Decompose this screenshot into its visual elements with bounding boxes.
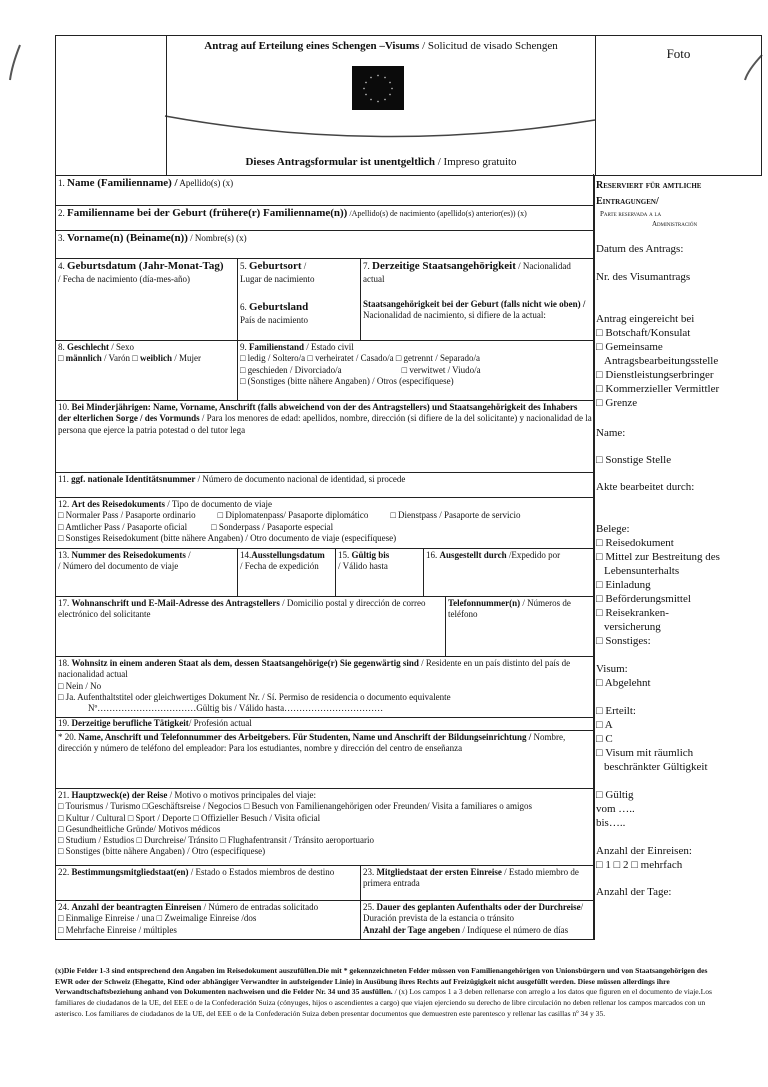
field-21-purpose[interactable]: 21. Hauptzweck(e) der Reise / Motivo o motivos principales del viaje: □ Tourismus / Turismo □Geschäftsreise / Negocios □ Besuch von Familienangehörigen oder Freunden/ Visita a familiares o amigos □ Kultur / Cultural □ Sport / Deporte □ Offizieller Besuch / Visita oficial □ Gesundheitliche Gründe/ Motivos médicos □ Studium / Estudios □ Durchreise/ Tránsito □ Flughafentransit / Tránsito aeroportuario □ Sonstiges (bitte nähere Angaben) / Otro (especifíquese) <box>55 788 595 866</box>
field-2-birth-name[interactable]: 2. Familienname bei der Geburt (frühere(r) Familienname(n)) /Apellido(s) de nacimiento (apellido(s) anterior(es)) (x) <box>55 205 595 231</box>
free-notice: Dieses Antragsformular ist unentgeltlich / Impreso gratuito <box>245 156 517 168</box>
official-checkbox-item[interactable]: □ Sonstiges: <box>596 635 651 647</box>
official-label: Lebensunterhalts <box>604 565 680 577</box>
field-17-phone[interactable]: Telefonnummer(n) / Números de teléfono <box>445 596 595 657</box>
svg-text:*: * <box>390 88 394 93</box>
official-checkbox-item[interactable]: □ A <box>596 719 613 731</box>
field-9-civil-status[interactable]: 9. Familienstand / Estado civil □ ledig / Soltero/a □ verheiratet / Casado/a □ getrennt / Separado/a □ geschieden / Divorciado/a □ verwitwet / Viudo/a □ (Sonstiges (bitte nähere Angaben) / Otros (especifíquese) <box>237 340 595 401</box>
svg-text:*: * <box>376 75 380 80</box>
svg-text:*: * <box>383 77 387 82</box>
svg-text:*: * <box>388 94 392 99</box>
official-checkbox-item[interactable]: □ Erteilt: <box>596 705 636 717</box>
official-checkbox-item[interactable]: □ 1 □ 2 □ mehrfach <box>596 859 683 871</box>
official-label: Administración <box>652 220 698 228</box>
field-3-first-names[interactable]: 3. Vorname(n) (Beiname(n)) / Nombre(s) (x) <box>55 230 595 259</box>
official-label: Anzahl der Einreisen: <box>596 845 692 857</box>
field-5-6-birthplace[interactable]: 5. Geburtsort / Lugar de nacimiento 6. Geburtsland País de nacimiento <box>237 258 361 341</box>
official-checkbox-item[interactable]: □ Einladung <box>596 579 651 591</box>
photo-label: Foto <box>666 46 691 61</box>
eu-flag-icon <box>352 66 404 110</box>
field-25-duration[interactable]: 25. Dauer des geplanten Aufenthalts oder der Durchreise/ Duración prevista de la estancia o tránsito Anzahl der Tage angeben / Indíquese el número de días <box>360 900 595 940</box>
official-label: Akte bearbeitet durch: <box>596 481 695 493</box>
field-17-address[interactable]: 17. Wohnanschrift und E-Mail-Adresse des Antragstellers / Domicilio postal y dirección de correo electrónico del solicitante <box>55 596 446 657</box>
official-checkbox-item[interactable]: □ Dienstleistungserbringer <box>596 369 714 381</box>
official-checkbox-item[interactable]: □ Kommerzieller Vermittler <box>596 383 720 395</box>
field-24-entries[interactable]: 24. Anzahl der beantragten Einreisen / Número de entradas solicitado □ Einmalige Einreise / una □ Zweimalige Einreise /dos □ Mehrfache Einreise / múltiples <box>55 900 361 940</box>
svg-text:*: * <box>369 77 373 82</box>
official-checkbox-item[interactable]: □ Sonstige Stelle <box>596 454 672 466</box>
official-label: Reserviert für amtliche <box>596 180 702 191</box>
official-checkbox-item[interactable]: □ Gemeinsame <box>596 341 663 353</box>
svg-text:*: * <box>364 82 368 87</box>
official-label: Parte reservada a la <box>600 210 662 218</box>
footnote: (x)Die Felder 1-3 sind entsprechend den Angaben im Reisedokument auszufüllen.Die mit * gekennzeichneten Felder müssen von Familienangehörigen von Unionsbürgern und von Staatsangehörigen des EWR oder der Schweiz (Ehegatte, Kind oder abhängiger Verwandter in aufsteigender Linie) in Ausübung ihres Rechts auf Freizügigkeit nicht ausgefüllt werden. Diese müssen allerdings ihre Verwandtschaftsbeziehung anhand von Dokumenten nachweisen und die Felder Nr. 34 und 35 ausfüllen. / (x) Los campos 1 a 3 deben rellenarse con arreglo a los datos que figuren en el documento de viaje.Los familiares de ciudadanos de la UE, del EEE o de la Confederación Suiza (cónyuges, hijos o ascendientes a cargo) que viajen ejerciendo su derecho de libre circulación no deben rellenar los campos marcados con un asterisco. Los familiares de ciudadanos de la UE, del EEE o de la Confederación Suiza deben presentar documentos que demuestren este parentesco y rellenar las casillas nº 34 y 35. <box>55 966 712 1018</box>
official-checkbox-item[interactable]: □ Reisedokument <box>596 537 674 549</box>
svg-text:*: * <box>388 82 392 87</box>
official-label: Eintragungen/ <box>596 196 659 207</box>
field-16-issued-by[interactable]: 16. Ausgestellt durch /Expedido por <box>423 548 595 597</box>
official-label: Name: <box>596 427 626 439</box>
svg-text:*: * <box>364 94 368 99</box>
official-checkbox-item[interactable]: □ Visum mit räumlich <box>596 747 694 759</box>
field-20-employer[interactable]: * 20. Name, Anschrift und Telefonnummer des Arbeitgebers. Für Studenten, Name und Anschrift der Bildungseinrichtung / Nombre, dirección y número de teléfono del empleador: Para los estudiantes, nombre y dirección del centro de enseñanza <box>55 730 595 789</box>
official-checkbox-item[interactable]: □ Botschaft/Konsulat <box>596 327 691 339</box>
svg-text:*: * <box>362 88 366 93</box>
field-11-national-id[interactable]: 11. ggf. nationale Identitätsnummer / Número de documento nacional de identidad, si procede <box>55 472 595 498</box>
official-label: Antragsbearbeitungsstelle <box>604 355 719 367</box>
svg-text:*: * <box>376 101 380 106</box>
field-15-valid-until[interactable]: 15. Gültig bis / Válido hasta <box>335 548 424 597</box>
official-checkbox-item[interactable]: □ Grenze <box>596 397 638 409</box>
field-19-occupation[interactable]: 19. Derzeitige berufliche Tätigkeit/ Profesión actual <box>55 717 595 731</box>
official-label: versicherung <box>604 621 661 633</box>
field-22-destination[interactable]: 22. Bestimmungsmitgliedstaat(en) / Estado o Estados miembros de destino <box>55 865 361 901</box>
field-14-issue-date[interactable]: 14.Ausstellungsdatum / Fecha de expedición <box>237 548 336 597</box>
official-label: vom ….. <box>596 803 635 815</box>
field-12-document-type[interactable]: 12. Art des Reisedokuments / Tipo de documento de viaje □ Normaler Pass / Pasaporte ordinario □ Diplomatenpass/ Pasaporte diplomático □ Dienstpass / Pasaporte de servicio □ Amtlicher Pass / Pasaporte oficial □ Sonderpass / Pasaporte especial □ Sonstiges Reisedokument (bitte nähere Angaben) / Otro documento de viaje (especifíquese) <box>55 497 595 549</box>
official-label: beschränkter Gültigkeit <box>604 761 708 773</box>
official-label: Nr. des Visumantrags <box>596 271 691 283</box>
photo-box <box>595 35 762 176</box>
field-7-nationality[interactable]: 7. Derzeitige Staatsangehörigkeit / Nacionalidad actual Staatsangehörigkeit bei der Geburt (falls nicht wie oben) / Nacionalidad de nacimiento, si difiere de la actual: <box>360 258 595 341</box>
svg-text:*: * <box>383 99 387 104</box>
official-label: Datum des Antrags: <box>596 243 684 255</box>
field-4-birth-date[interactable]: 4. Geburtsdatum (Jahr-Monat-Tag) / Fecha de nacimiento (día-mes-año) <box>55 258 238 341</box>
official-label: Anzahl der Tage: <box>596 886 672 898</box>
official-label: Belege: <box>596 523 630 535</box>
official-checkbox-item[interactable]: □ Abgelehnt <box>596 677 651 689</box>
official-checkbox-item[interactable]: □ Mittel zur Bestreitung des <box>596 551 720 563</box>
official-checkbox-item[interactable]: □ Reisekranken- <box>596 607 669 619</box>
field-10-guardian[interactable]: 10. Bei Minderjährigen: Name, Vorname, Anschrift (falls abweichend von der des Antragstellers) und Staatsangehörigkeit des Inhabers der elterlichen Sorge / des Vormunds / Para los menores de edad: apellidos, nombre, dirección (si difiere de la del solicitante) y nacionalidad de la persona que ejerce la patria potestad o del tutor lega <box>55 400 595 473</box>
header-left-box <box>55 35 167 176</box>
field-23-first-entry[interactable]: 23. Mitgliedstaat der ersten Einreise / Estado miembro de primera entrada <box>360 865 595 901</box>
form-title: Antrag auf Erteilung eines Schengen –Visums / Solicitud de visado Schengen <box>204 40 558 52</box>
official-checkbox-item[interactable]: □ C <box>596 733 613 745</box>
official-label: bis….. <box>596 817 626 829</box>
svg-text:*: * <box>369 99 373 104</box>
official-checkbox-item[interactable]: □ Beförderungsmittel <box>596 593 691 605</box>
official-checkbox-item[interactable]: □ Gültig <box>596 789 634 801</box>
official-label: Visum: <box>596 663 628 675</box>
field-8-sex[interactable]: 8. Geschlecht / Sexo □ männlich / Varón □ weiblich / Mujer <box>55 340 238 401</box>
field-1-surname[interactable]: 1. Name (Familienname) / Apellido(s) (x) <box>55 175 595 206</box>
official-label: Antrag eingereicht bei <box>596 313 695 325</box>
field-18-residence[interactable]: 18. Wohnsitz in einem anderen Staat als dem, dessen Staatsangehörige(r) Sie gegenwärtig sind / Residente en un país distinto del país de nacionalidad actual □ Nein / No □ Ja. Aufenthaltstitel oder gleichwertiges Dokument Nr. / Sí. Permiso de residencia o documento equivalente Nº……………………………Gültig bis / Válido hasta…………………………… <box>55 656 595 718</box>
field-13-document-number[interactable]: 13. Nummer des Reisedokuments / / Número del documento de viaje <box>55 548 238 597</box>
